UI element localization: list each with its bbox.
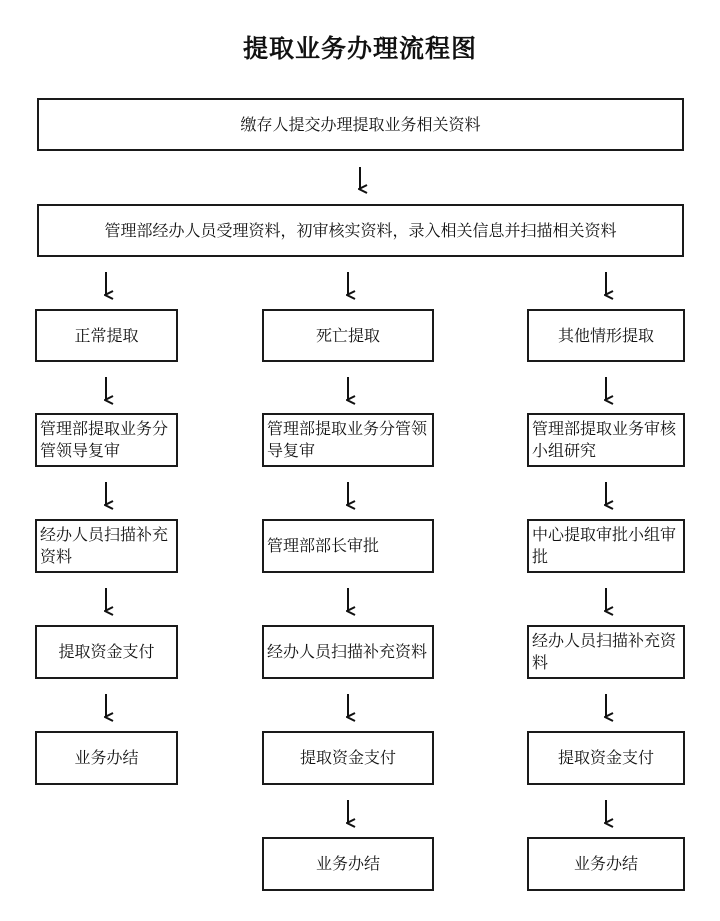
death-withdrawal-box	[262, 309, 434, 362]
death-step-1-text: 管理部提取业务分管领导复审	[267, 419, 428, 460]
death-withdrawal-label: 死亡提取	[315, 325, 380, 345]
other-withdrawal-label: 其他情形提取	[557, 325, 654, 345]
intake-review-box	[37, 204, 684, 257]
death-step-3-text: 经办人员扫描补充资料	[267, 642, 428, 661]
normal-withdrawal-label: 正常提取	[74, 325, 139, 345]
other-step-5-box	[527, 837, 685, 891]
death-step-2-box	[262, 519, 434, 573]
death-step-4-text: 提取资金支付	[299, 748, 396, 767]
other-step-2-box	[527, 519, 685, 573]
page-title: 提取业务办理流程图	[242, 34, 477, 63]
other-step-5-text: 业务办结	[573, 854, 638, 873]
other-step-3-text: 经办人员扫描补充资料	[532, 631, 677, 672]
death-step-5-box	[262, 837, 434, 891]
death-step-4-box	[262, 731, 434, 785]
normal-step-2-text: 经办人员扫描补充资料	[40, 525, 169, 566]
normal-step-2-box	[35, 519, 178, 573]
other-withdrawal-box	[527, 309, 685, 362]
other-step-4-box	[527, 731, 685, 785]
normal-withdrawal-box	[35, 309, 178, 362]
submit-materials-box	[37, 98, 684, 151]
submit-materials-text: 缴存人提交办理提取业务相关资料	[240, 114, 481, 134]
normal-step-3-text: 提取资金支付	[58, 642, 155, 661]
normal-step-4-box	[35, 731, 178, 785]
normal-step-4-text: 业务办结	[74, 748, 139, 767]
normal-step-1-text: 管理部提取业务分管领导复审	[40, 419, 169, 460]
death-step-3-box	[262, 625, 434, 679]
normal-step-1-box	[35, 413, 178, 467]
death-step-1-box	[262, 413, 434, 467]
death-step-2-text: 管理部部长审批	[267, 536, 380, 555]
other-step-1-text: 管理部提取业务审核小组研究	[532, 419, 677, 460]
intake-review-text: 管理部经办人员受理资料，初审核实资料，录入相关信息并扫描相关资料	[104, 220, 617, 240]
death-step-5-text: 业务办结	[315, 854, 380, 873]
normal-step-3-box	[35, 625, 178, 679]
other-step-1-box	[527, 413, 685, 467]
other-step-2-text: 中心提取审批小组审批	[532, 525, 677, 566]
other-step-3-box	[527, 625, 685, 679]
other-step-4-text: 提取资金支付	[557, 748, 654, 767]
